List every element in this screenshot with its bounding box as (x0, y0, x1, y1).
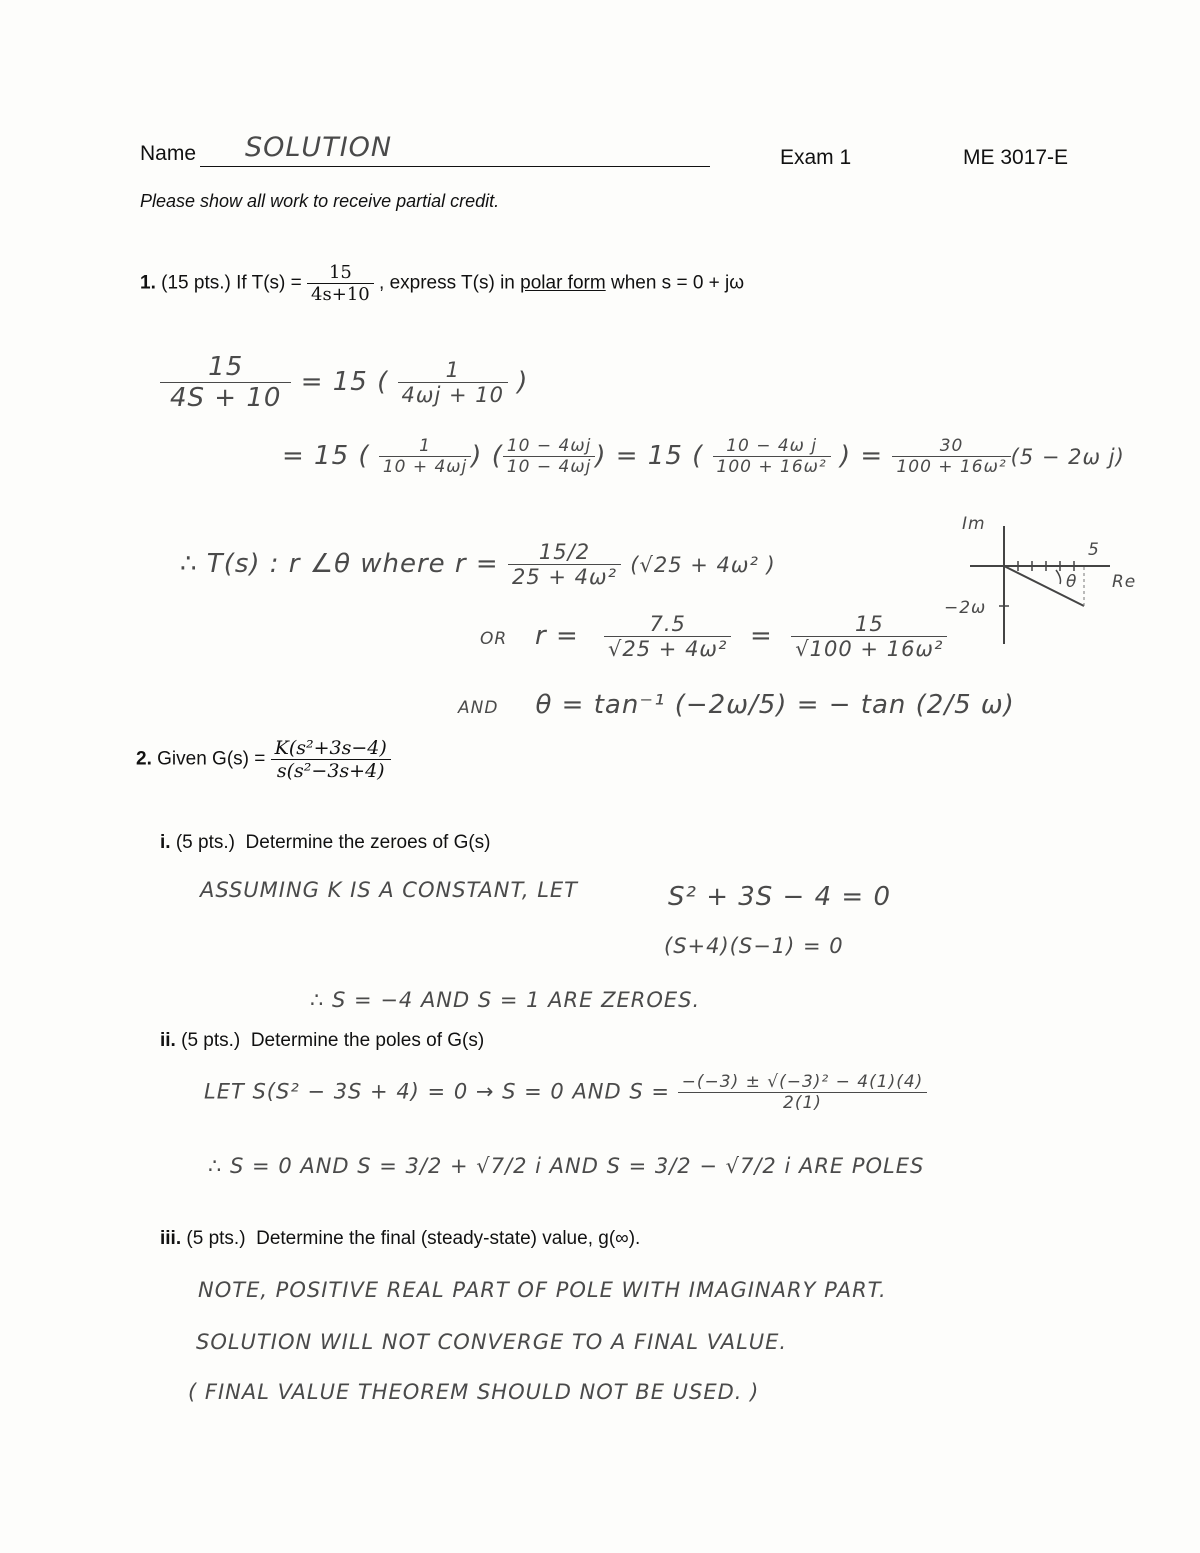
q2-g-denominator: s(s²−3s+4) (271, 759, 391, 782)
q2-iii-work-line-2: SOLUTION WILL NOT CONVERGE TO A FINAL VALUE. (196, 1330, 788, 1354)
q2-part-ii: ii. (5 pts.) Determine the poles of G(s) (160, 1030, 485, 1051)
q2-number: 2. (136, 748, 152, 770)
instructions: Please show all work to receive partial credit. (140, 191, 500, 211)
q2-ii-work-line-1: LET S(S² − 3S + 4) = 0 → S = 0 AND S = $\frac{\text{−(−3) ± √(−3)² − 4(1)(4)}}{2(1)}$ (204, 1072, 927, 1113)
angle-arc (1056, 570, 1061, 584)
q2-transfer-function (271, 737, 391, 782)
question-2 (136, 737, 391, 782)
q2-i-work-line-1: ASSUMING K IS A CONSTANT, LET (200, 878, 578, 902)
q2-part-i: i. (5 pts.) Determine the zeroes of G(s) (160, 832, 491, 853)
q2-part-iii: iii. (5 pts.) Determine the final (steady-state) value, g(∞). (160, 1228, 641, 1249)
sketch-five-label: 5 (1088, 540, 1100, 560)
q2-g-numerator: K(s²+3s−4) (274, 737, 387, 759)
q2-i-work-line-2: (S+4)(S−1) = 0 (664, 934, 844, 958)
q1-work-line-3: ∴ T(s) : r ∠θ where r = $\frac{15/2}{\text{25 + 4ω²}}$ (√25 + 4ω² ) (180, 540, 776, 589)
q2-i-work-line-3: ∴ S = −4 AND S = 1 ARE ZEROES. (310, 988, 701, 1012)
q1-text-a: If T(s) = (236, 272, 302, 294)
q2-iii-work-line-3: ( FINAL VALUE THEOREM SHOULD NOT BE USED. ) (188, 1380, 760, 1404)
q1-polar-form: polar form (520, 272, 606, 294)
q2-text: Given G(s) = (157, 748, 266, 770)
name-line (200, 166, 710, 167)
q1-w1-inner-fraction: $\frac{1}{4\omega j + 10}$ (398, 358, 508, 407)
sketch-theta-label: θ (1066, 572, 1078, 592)
exam-label: Exam 1 (780, 146, 852, 169)
q1-work-line-5: AND θ = tan⁻¹ (−2ω/5) = − tan (2/5 ω) (458, 690, 1015, 720)
q1-text-b: , express T(s) in (379, 272, 515, 294)
q2-iii-work-line-1: NOTE, POSITIVE REAL PART OF POLE WITH IMAGINARY PART. (198, 1278, 887, 1302)
q2-ii-work-line-2: ∴ S = 0 AND S = 3/2 + √7/2 i AND S = 3/2 − √7/2 i ARE POLES (208, 1154, 925, 1178)
name-value: SOLUTION (245, 132, 393, 163)
sketch-re-label: Re (1112, 572, 1137, 592)
question-1 (140, 262, 744, 305)
name-label: Name (140, 142, 197, 165)
q1-work-line-1: $\frac{15}{4S + 10}$ = 15 ( $\frac{1}{4\omega j + 10}$ ) (160, 352, 528, 413)
q1-text-c: when s = 0 + jω (610, 272, 745, 294)
course-label: ME 3017-E (963, 146, 1069, 169)
axis-ticks (999, 561, 1074, 606)
q1-work-line-4: OR r = $\frac{7.5}{\text{√25 + 4ω²}}$ = $\frac{15}{\text{√100 + 16ω²}}$ (480, 612, 947, 661)
q1-tf-denominator: 4s+10 (307, 283, 374, 305)
q2-i-work-line-1b: S² + 3S − 4 = 0 (668, 882, 891, 912)
sketch-neg2w-label: −2ω (944, 598, 987, 618)
q1-tf-numerator: 15 (328, 262, 352, 283)
q1-number: 1. (140, 272, 156, 294)
sketch-im-label: Im (962, 514, 986, 534)
q1-points: (15 pts.) (161, 272, 231, 294)
q1-transfer-function (307, 262, 374, 305)
q1-work-line-2: = 15 ( $\frac{1}{10 + 4\omega j}$ ) ( $\frac{10 - 4\omega j}{10 - 4\omega j}$ ) = 15 ( $\frac{\text{10 − 4ω j}}{\text{100 + 16ω²}}$ ) = $\frac{30}{\text{100 + 16ω²}}$ (5 − 2ω j) (282, 436, 1125, 477)
q1-w1-fraction: $\frac{15}{4S + 10}$ (160, 352, 291, 413)
